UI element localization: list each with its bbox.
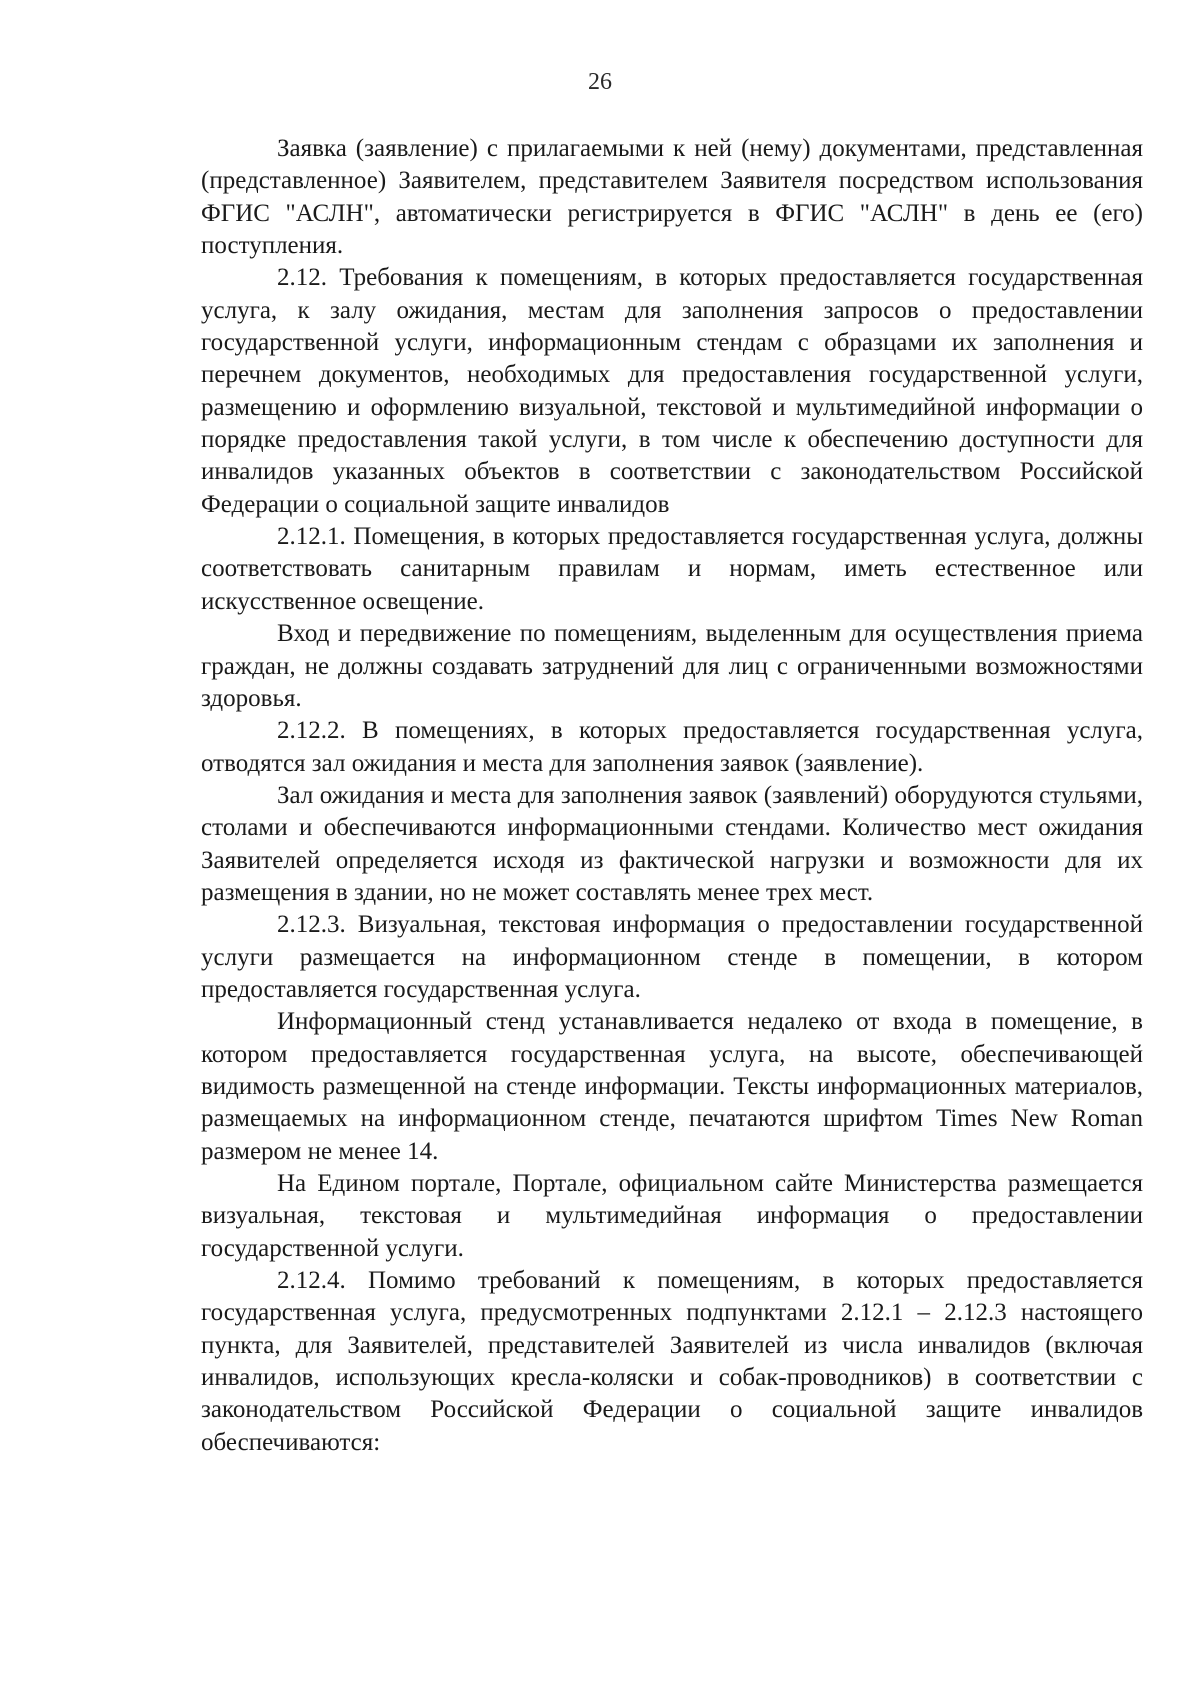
- paragraph-application-registration: Заявка (заявление) с прилагаемыми к ней (нему) документами, представленная (представленное) Заявителем, представителем Заявителя посредством использования ФГИС "АСЛН", автоматически регистрируется в ФГИС "АСЛН" в день ее (его) поступления.: [201, 135, 1143, 260]
- paragraph-waiting-hall-equipment: Зал ожидания и места для заполнения заявок (заявлений) оборудуются стульями, столами и обеспечиваются информационными стендами. Количество мест ожидания Заявителей определяется исходя из фактической нагрузки и возможности для их размещения в здании, но не может составлять менее трех мест.: [201, 781, 1143, 906]
- body-text: [201, 133, 1143, 1459]
- paragraph-entrance-movement: Вход и передвижение по помещениям, выделенным для осуществления приема граждан, не должны создавать затруднений для лиц с ограниченными возможностями здоровья.: [201, 620, 1143, 712]
- paragraph-stand-placement: Информационный стенд устанавливается недалеко от входа в помещение, в котором предоставляется государственная услуга, на высоте, обеспечивающей видимость размещенной на стенде информации. Тексты информационных материалов, размещаемых на информационном стенде, печатаются шрифтом Times New Roman размером не менее 14.: [201, 1008, 1143, 1165]
- paragraph-portal-information: На Едином портале, Портале, официальном сайте Министерства размещается визуальная, текстовая и мультимедийная информация о предоставлении государственной услуги.: [201, 1170, 1143, 1262]
- paragraph-2-12-2-waiting-hall: 2.12.2. В помещениях, в которых предоставляется государственная услуга, отводятся зал ожидания и места для заполнения заявок (заявление).: [201, 717, 1143, 777]
- paragraph-2-12-3-information-stand: 2.12.3. Визуальная, текстовая информация о предоставлении государственной услуги размещается на информационном стенде в помещении, в котором предоставляется государственная услуга.: [201, 911, 1143, 1003]
- page-number: 26: [588, 69, 612, 95]
- paragraph-2-12-premises-requirements: 2.12. Требования к помещениям, в которых предоставляется государственная услуга, к залу ожидания, местам для заполнения запросов о предоставлении государственной услуги, информационным стендам с образцами их заполнения и перечнем документов, необходимых для предоставления государственной услуги, размещению и оформлению визуальной, текстовой и мультимедийной информации о порядке предоставления такой услуги, в том числе к обеспечению доступности для инвалидов указанных объектов в соответствии с законодательством Российской Федерации о социальной защите инвалидов: [201, 264, 1143, 518]
- paragraph-2-12-1-sanitary-rules: 2.12.1. Помещения, в которых предоставляется государственная услуга, должны соответствовать санитарным правилам и нормам, иметь естественное или искусственное освещение.: [201, 523, 1143, 615]
- paragraph-2-12-4-disability-access: 2.12.4. Помимо требований к помещениям, в которых предоставляется государственная услуга, предусмотренных подпунктами 2.12.1 – 2.12.3 настоящего пункта, для Заявителей, представителей Заявителей из числа инвалидов (включая инвалидов, использующих кресла-коляски и собак-проводников) в соответствии с законодательством Российской Федерации о социальной защите инвалидов обеспечиваются:: [201, 1267, 1143, 1456]
